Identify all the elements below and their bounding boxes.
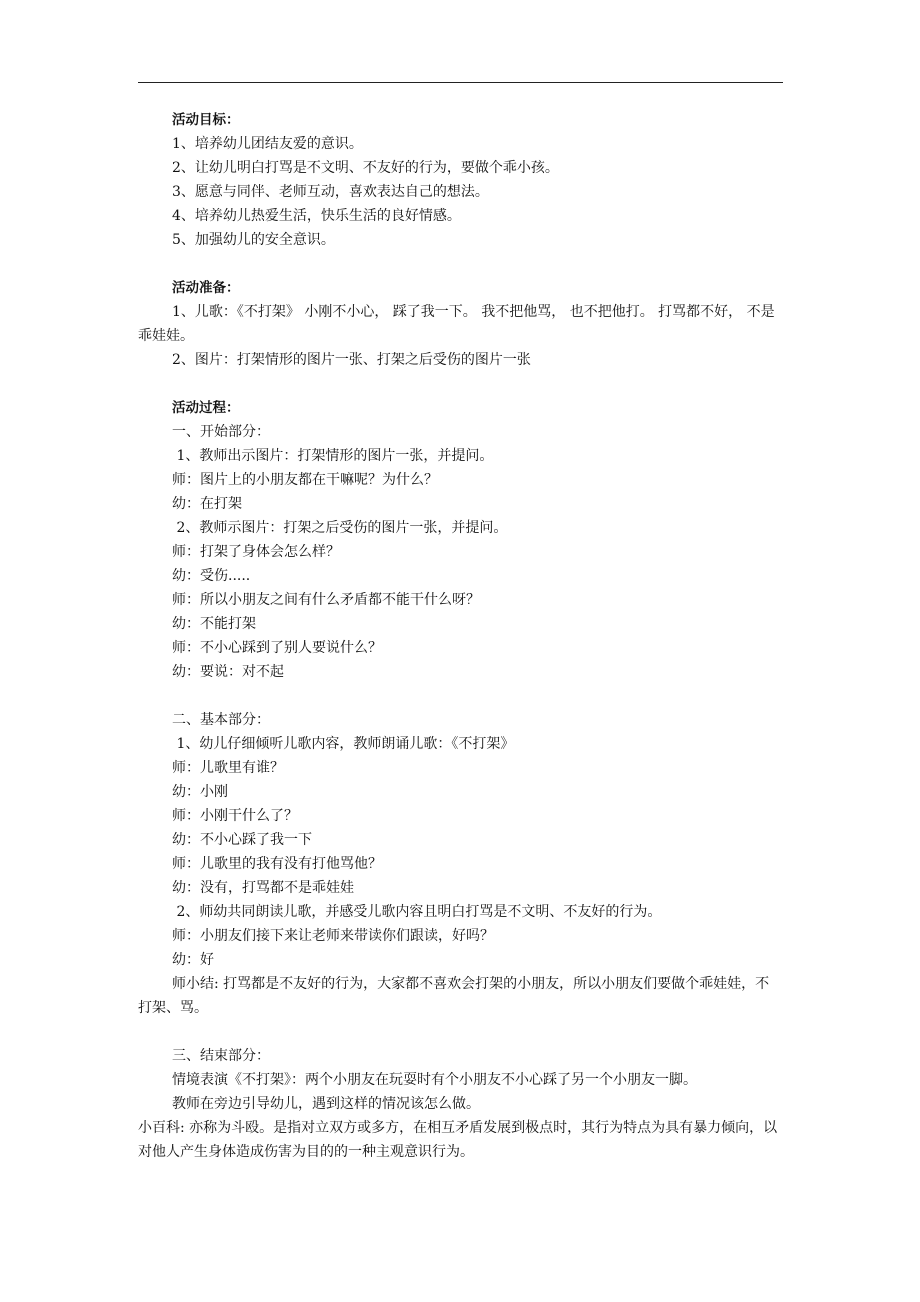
dialogue-line: 幼：小刚 [172,784,228,800]
teacher-summary: 师小结: 打骂都是不友好的行为，大家都不喜欢会打架的小朋友，所以小朋友们要做个乖娃娃，不打架、骂。 [138,976,770,1016]
prep-item: 1、儿歌：《不打架》 小刚不小心， 踩了我一下。 我不把他骂， 也不把他打。 打骂都不好， 不是乖娃娃。 [138,304,775,344]
dialogue-line: 师：打架了身体会怎么样？ [172,544,340,560]
dialogue-line: 情境表演《不打架》：两个小朋友在玩耍时有个小朋友不小心踩了另一个小朋友一脚。 [172,1072,697,1088]
dialogue-line: 师：不小心踩到了别人要说什么？ [172,640,382,656]
dialogue-line: 师：儿歌里有谁？ [172,760,284,776]
prep-heading: 活动准备： [172,280,240,296]
dialogue-line: 师：图片上的小朋友都在干嘛呢？为什么？ [172,472,438,488]
goal-item: 3、愿意与同伴、老师互动，喜欢表达自己的想法。 [172,184,489,200]
dialogue-line: 师：儿歌里的我有没有打他骂他？ [172,856,382,872]
dialogue-line: 幼：受伤..... [172,568,251,584]
dialogue-line: 2、教师示图片：打架之后受伤的图片一张，并提问。 [172,520,508,536]
part3-title: 三、结束部分： [172,1048,270,1064]
part1-title: 一、开始部分： [172,424,270,440]
dialogue-line: 幼：在打架 [172,496,242,512]
document-body [138,108,783,1164]
process-heading: 活动过程： [172,400,240,416]
part2-title: 二、基本部分： [172,712,270,728]
dialogue-line: 师：小刚干什么了？ [172,808,298,824]
encyclopedia-note: 小百科: 亦称为斗殴。是指对立双方或多方，在相互矛盾发展到极点时，其行为特点为具有暴力倾向，以对他人产生身体造成伤害为目的的一种主观意识行为。 [138,1120,778,1160]
header-rule [138,82,783,83]
goal-item: 2、让幼儿明白打骂是不文明、不友好的行为，要做个乖小孩。 [172,160,559,176]
dialogue-line: 师：小朋友们接下来让老师来带读你们跟读，好吗？ [172,928,494,944]
dialogue-line: 幼：不小心踩了我一下 [172,832,312,848]
dialogue-line: 幼：没有，打骂都不是乖娃娃 [172,880,354,896]
dialogue-line: 幼：要说：对不起 [172,664,284,680]
goals-heading: 活动目标： [172,112,240,128]
dialogue-line: 1、幼儿仔细倾听儿歌内容，教师朗诵儿歌：《不打架》 [172,736,515,752]
goal-item: 4、培养幼儿热爱生活，快乐生活的良好情感。 [172,208,461,224]
goal-item: 1、培养幼儿团结友爱的意识。 [172,136,363,152]
prep-item: 2、图片：打架情形的图片一张、打架之后受伤的图片一张 [172,352,531,368]
goal-item: 5、加强幼儿的安全意识。 [172,232,335,248]
dialogue-line: 教师在旁边引导幼儿，遇到这样的情况该怎么做。 [172,1096,480,1112]
dialogue-line: 1、教师出示图片：打架情形的图片一张，并提问。 [172,448,494,464]
dialogue-line: 师：所以小朋友之间有什么矛盾都不能干什么呀？ [172,592,480,608]
dialogue-line: 幼：好 [172,952,214,968]
dialogue-line: 幼：不能打架 [172,616,256,632]
dialogue-line: 2、师幼共同朗读儿歌，并感受儿歌内容且明白打骂是不文明、不友好的行为。 [172,904,662,920]
